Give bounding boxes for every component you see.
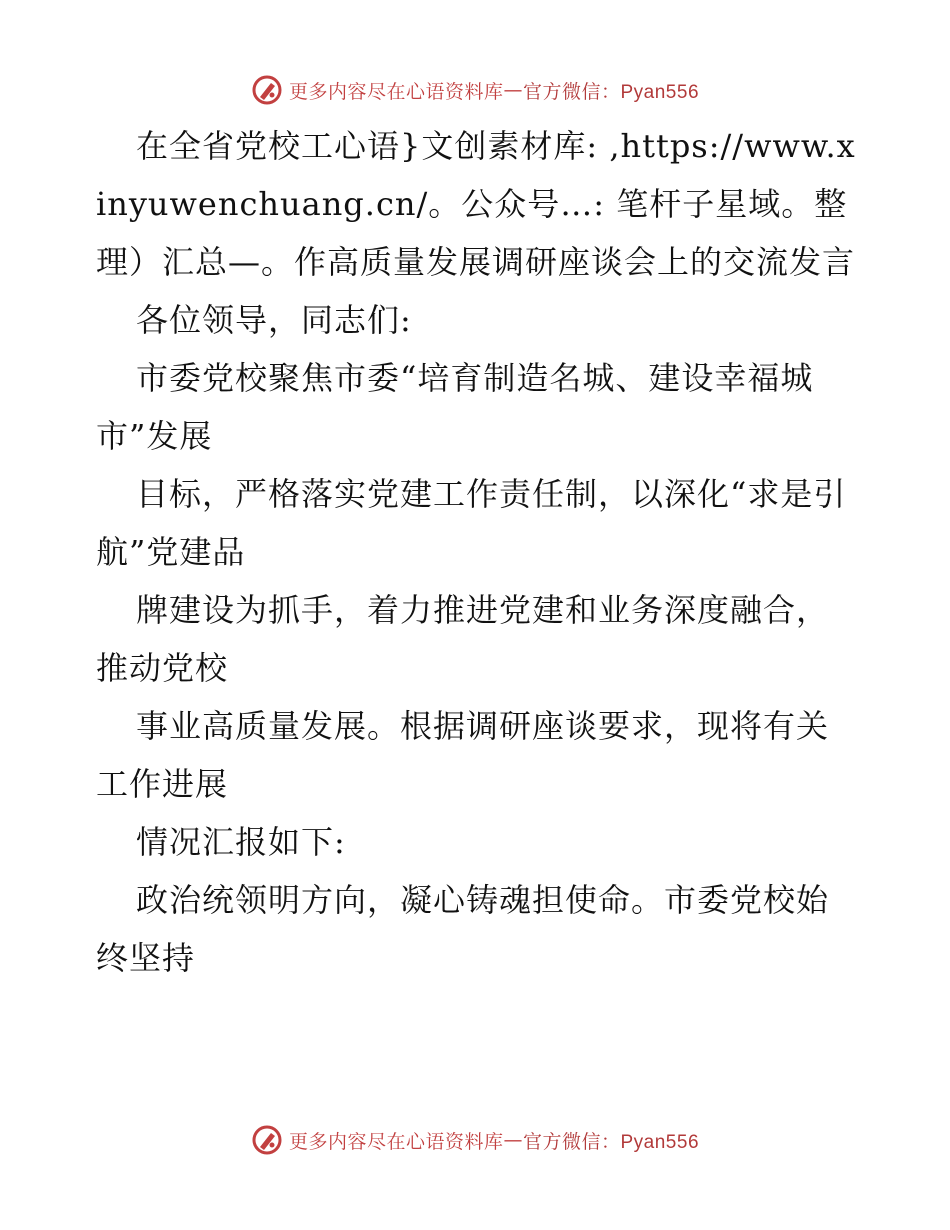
paragraph-line-3: 牌建设为抓手，着力推进党建和业务深度融合，推动党校: [96, 591, 830, 687]
header-watermark-banner: [0, 70, 950, 110]
footer-watermark-banner: [0, 1120, 950, 1160]
pen-seal-icon: [251, 74, 283, 106]
paragraph-intro: 在全省党校工心语}文创素材库: ,https://www.xinyuwenchuang.cn/。公众号…: 笔杆子星域。整理）汇总—。作高质量发展调研座谈会上的交流发言: [96, 127, 856, 281]
paragraph-line-2: 目标，严格落实党建工作责任制，以深化“求是引航”党建品: [96, 475, 847, 571]
wechat-id: 官方微信：Pyan556: [523, 1131, 700, 1153]
paragraph-line-6: 政治统领明方向，凝心铸魂担使命。市委党校始终坚持: [96, 881, 830, 977]
banner-separator: —: [503, 1129, 523, 1151]
paragraph-line-4: 事业高质量发展。根据调研座谈要求，现将有关工作进展: [96, 707, 830, 803]
paragraph-line-5: 情况汇报如下:: [136, 823, 346, 861]
banner-separator: —: [503, 79, 523, 101]
paragraph-greeting: 各位领导，同志们:: [136, 301, 412, 339]
banner-text: 更多内容尽在心语资料库: [288, 80, 504, 103]
paragraph-line-1: 市委党校聚焦市委“培育制造名城、建设幸福城市”发展: [96, 359, 814, 455]
banner-text: 更多内容尽在心语资料库: [288, 1130, 504, 1153]
wechat-id: 官方微信：Pyan556: [523, 81, 700, 103]
document-body: [96, 117, 856, 987]
pen-seal-icon: [251, 1124, 283, 1156]
